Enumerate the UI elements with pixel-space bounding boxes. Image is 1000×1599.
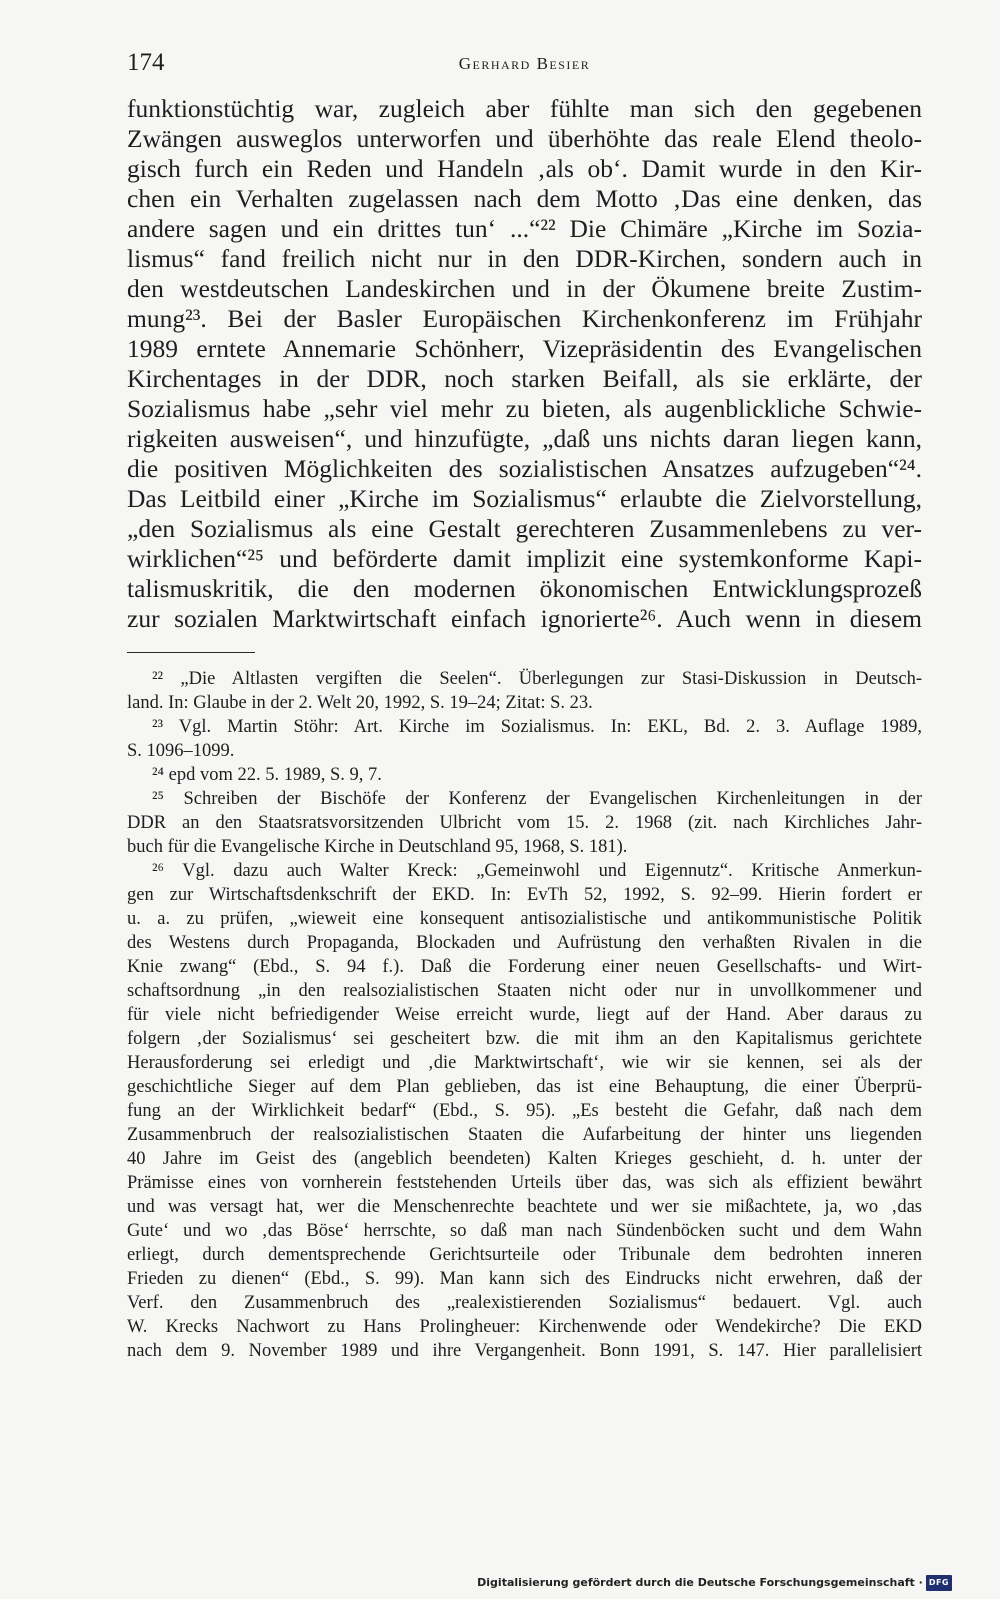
footnote-line: des Westens durch Propaganda, Blockaden und Aufrüstung den verhaßten Rivalen in die: [127, 933, 922, 953]
text-line: „den Sozialismus als eine Gestalt gerechteren Zusammenlebens zu ver-: [127, 514, 922, 543]
footnote-line: Verf. den Zusammenbruch des „realexistierenden Sozialismus“ bedauert. Vgl. auch: [127, 1293, 922, 1313]
footnote-line: ²⁴ epd vom 22. 5. 1989, S. 9, 7.: [152, 765, 382, 785]
footnote-line: buch für die Evangelische Kirche in Deutschland 95, 1968, S. 181).: [127, 837, 628, 857]
text-line: die positiven Möglichkeiten des sozialistischen Ansatzes aufzugeben“²⁴.: [127, 454, 922, 483]
footnote-line: Herausforderung sei erledigt und ‚die Marktwirtschaft‘, wie wir sie kennen, sei als der: [127, 1053, 922, 1073]
credit-text: Digitalisierung gefördert durch die Deutsche Forschungsgemeinschaft ·: [477, 1576, 923, 1589]
text-line: gisch furch ein Reden und Handeln ‚als ob‘. Damit wurde in den Kir-: [127, 154, 922, 183]
footnote-line: Knie zwang“ (Ebd., S. 94 f.). Daß die Forderung einer neuen Gesellschafts- und Wirt-: [127, 957, 922, 977]
footnote-line: erliegt, durch dementsprechende Gerichtsurteile oder Tribunale dem bedrohten inneren: [127, 1245, 922, 1265]
page-header: [127, 48, 922, 78]
text-line: funktionstüchtig war, zugleich aber fühlte man sich den gegebenen: [127, 94, 922, 123]
footnote-line: ²⁶ Vgl. dazu auch Walter Kreck: „Gemeinwohl und Eigennutz“. Kritische Anmerkun-: [152, 861, 922, 881]
text-line: 1989 erntete Annemarie Schönherr, Vizepräsidentin des Evangelischen: [127, 334, 922, 363]
footnote-line: für viele nicht befriedigender Weise erreicht wurde, liegt auf der Hand. Aber daraus zu: [127, 1005, 922, 1025]
text-line: Kirchentages in der DDR, noch starken Beifall, als sie erklärte, der: [127, 364, 922, 393]
text-line: den westdeutschen Landeskirchen und in der Ökumene breite Zustim-: [127, 274, 922, 303]
text-line: Das Leitbild einer „Kirche im Sozialismus“ erlaubte die Zielvorstellung,: [127, 484, 922, 513]
text-line: talismuskritik, die den modernen ökonomischen Entwicklungsprozeß: [127, 574, 922, 603]
footnote-line: ²² „Die Altlasten vergiften die Seelen“. Überlegungen zur Stasi-Diskussion in Deutsch-: [152, 669, 922, 689]
footnote-line: 40 Jahre im Geist des (angeblich beendeten) Kalten Krieges geschieht, d. h. unter der: [127, 1149, 922, 1169]
text-line: andere sagen und ein drittes tun‘ ...“²² Die Chimäre „Kirche im Sozia-: [127, 214, 922, 243]
footnote-line: Prämisse eines von vornherein feststehenden Urteils über das, was sich als effizient bewährt: [127, 1173, 922, 1193]
footnote-line: folgern ‚der Sozialismus‘ sei gescheitert bzw. die mit ihm an den Kapitalismus gerichtete: [127, 1029, 922, 1049]
footnote-line: ²³ Vgl. Martin Stöhr: Art. Kirche im Sozialismus. In: EKL, Bd. 2. 3. Auflage 1989,: [152, 717, 922, 737]
footnote-line: fung an der Wirklichkeit bedarf“ (Ebd., S. 95). „Es besteht die Gefahr, daß nach dem: [127, 1101, 922, 1121]
footnote-line: W. Krecks Nachwort zu Hans Prolingheuer: Kirchenwende oder Wendekirche? Die EKD: [127, 1317, 922, 1337]
footnote-line: DDR an den Staatsratsvorsitzenden Ulbricht vom 15. 2. 1968 (zit. nach Kirchliches Jahr-: [127, 813, 922, 833]
footnote-line: Zusammenbruch der realsozialistischen Staaten die Aufarbeitung der hinter uns liegenden: [127, 1125, 922, 1145]
running-head: Gerhard Besier: [458, 54, 591, 73]
text-line: Sozialismus habe „sehr viel mehr zu bieten, als augenblickliche Schwie-: [127, 394, 922, 423]
text-line: zur sozialen Marktwirtschaft einfach ignorierte²⁶. Auch wenn in diesem: [127, 604, 922, 633]
footnote-line: nach dem 9. November 1989 und ihre Vergangenheit. Bonn 1991, S. 147. Hier parallelisiert: [127, 1341, 922, 1361]
text-line: chen ein Verhalten zugelassen nach dem Motto ‚Das eine denken, das: [127, 184, 922, 213]
main-text: [127, 94, 922, 634]
text-line: lismus“ fand freilich nicht nur in den DDR-Kirchen, sondern auch in: [127, 244, 922, 273]
footnotes: [127, 667, 922, 1363]
page-number: 174: [127, 49, 165, 76]
footnote-line: Gute‘ und wo ‚das Böse‘ herrschte, so daß man nach Sündenböcken sucht und dem Wahn: [127, 1221, 922, 1241]
footnote-line: schaftsordnung „in den realsozialistischen Staaten nicht oder nur in unvollkommener und: [127, 981, 922, 1001]
digitization-credit: [477, 1575, 952, 1591]
text-line: mung²³. Bei der Basler Europäischen Kirchenkonferenz im Frühjahr: [127, 304, 922, 333]
footnote-line: und was versagt hat, wer die Menschenrechte beachtete und wer sie mißachtete, ja, wo ‚das: [127, 1197, 922, 1217]
footnote-line: land. In: Glaube in der 2. Welt 20, 1992, S. 19–24; Zitat: S. 23.: [127, 693, 593, 713]
dfg-logo: DFG: [926, 1575, 952, 1591]
footnote-line: Frieden zu dienen“ (Ebd., S. 99). Man kann sich des Eindrucks nicht erwehren, daß der: [127, 1269, 922, 1289]
text-line: Zwängen ausweglos unterworfen und überhöhte das reale Elend theolo-: [127, 124, 922, 153]
footnote-line: ²⁵ Schreiben der Bischöfe der Konferenz der Evangelischen Kirchenleitungen in der: [152, 789, 922, 809]
footnote-line: geschichtliche Sieger auf dem Plan geblieben, das ist eine Behauptung, die einer Überprü-: [127, 1077, 922, 1097]
text-line: wirklichen“²⁵ und beförderte damit implizit eine systemkonforme Kapi-: [127, 544, 922, 573]
footnote-line: gen zur Wirtschaftsdenkschrift der EKD. In: EvTh 52, 1992, S. 92–99. Hierin fordert er: [127, 885, 922, 905]
footnote-line: S. 1096–1099.: [127, 741, 235, 761]
text-line: rigkeiten ausweisen“, und hinzufügte, „daß uns nichts daran liegen kann,: [127, 424, 922, 453]
footnote-separator: [127, 652, 255, 653]
footnote-line: u. a. zu prüfen, „wieweit eine konsequent antisozialistische und antikommunistische Politik: [127, 909, 922, 929]
